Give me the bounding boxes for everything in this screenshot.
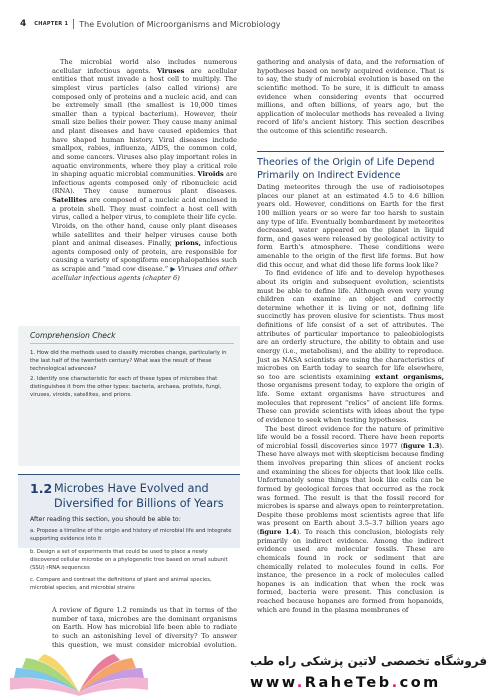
url-dot: . bbox=[296, 675, 305, 691]
paragraph-earth-age: Dating meteorites through the use of radioisotopes places our planet at an estimated 4.5 to 4.6 billion years old. However, conditions on Earth for the first 100 million years or so were far too harsh to sustain any type of life. Eventually bombardment by meteorites decreased, water appeared on the planet in liquid form, and gases were released by geological activity to form Earth's atmosphere. These conditions were amenable to the origin of the first life forms. But how did this occur, and what did these life forms look like? bbox=[257, 183, 444, 269]
comprehension-check-title: Comprehension Check bbox=[30, 331, 116, 340]
right-column-body bbox=[257, 183, 444, 614]
section-rule bbox=[18, 474, 240, 475]
text-run: are composed of a nucleic acid enclosed in a protein shell. They must coinfect a host cell with virus, called a helper virus, to complete their life cycle. Viroids, on the other hand, cause only plant diseases while satellites and their helper viruses cause both plant and animal diseases. Finally, bbox=[52, 196, 237, 248]
url-part: www bbox=[250, 675, 297, 691]
learning-outcomes-intro: After reading this section, you should be able to: bbox=[30, 516, 181, 523]
text-run: ). These have always met with skepticism because finding them involves preparing thin slices of ancient rocks and examining the slices for objects that look like cells. Unfortunately some things that look like cells can be formed by geological forces that occurred as the rock was formed. The result is that the fossil record for microbes is sparse and always open to reinterpretation. Despite these problems most scientists agree that life was present on Earth about 3.5–3.7 billion years ago ( bbox=[257, 441, 444, 536]
paragraph-scientific-method: gathering and analysis of data, and the reformation of hypotheses based on newly acquired evidence. That is to say, the study of microbial evolution is based on the scientific method. To be sure, it is difficult to amass evidence when considering events that occurred millions, and often billions, of years ago, but the application of molecular methods has revealed a living record of life's ancient history. This section describes the outcome of this scientific research. bbox=[257, 58, 444, 135]
paragraph-microbial-diversity: A review of figure 1.2 reminds us that in terms of the number of taxa, microbes are the dominant organisms on Earth. How has microbial life been able to radiate to such an astonishing level of diversity? To answer this question, we must consider microbial evolution. bbox=[52, 606, 237, 649]
paragraph-acellular bbox=[52, 58, 237, 282]
learning-outcome-a: a. Propose a timeline of the origin and history of microbial life and integrate supporting evidence into it bbox=[30, 528, 232, 542]
subsection-rule bbox=[257, 151, 444, 152]
text-run: are acellular entities that must invade a host cell to multiply. The simplest virus particles (also called virions) are composed only of proteins and a nucleic acid, and can be extremely small (the smallest is 10,000 times smaller than a typical bacterium). However, their small size belies their power. They cause many animal and plant diseases and have caused epidemics that have shaped human history. Viral diseases include smallpox, rabies, influenza, AIDS, the common cold, and some cancers. Viruses also play important roles in aquatic environments, where they play a critical role in shaping aquatic microbial communities. bbox=[52, 66, 237, 179]
figure-reference[interactable]: figure 1.3 bbox=[403, 441, 440, 450]
term-extant-organisms: extant organisms, bbox=[375, 372, 444, 381]
url-dot: . bbox=[391, 675, 400, 691]
text-run: The microbial world also includes numerous acellular infectious agents. bbox=[52, 58, 237, 75]
comprehension-question-2: 2. Identify one characteristic for each of these types of microbes that distinguishes it from the other types: bacteria, archaea, protists, fungi, viruses, viroids, satellites, and prions. bbox=[30, 376, 222, 398]
header-divider bbox=[73, 19, 74, 29]
text-run: To find evidence of life and to develop hypotheses about its origin and subsequent evolution, scientists must be able to define life. Although even very young children can examine an object and correctly determine whether it is living or not, defining life succinctly has proven elusive for scientists. Thus most definitions of life consist of a set of attributes. The attributes of particular importance to paleobiologists are an orderly structure, the ability to obtain and use energy (i.e., metabolism), and the ability to reproduce. Just as NASA scientists are using the characteristics of microbes on Earth today to search for life elsewhere, so too are scientists examining bbox=[257, 269, 444, 381]
xref-arrow-icon: ▶ bbox=[170, 265, 176, 273]
text-run: The best direct evidence for the nature of primitive life would be a fossil record. There have been reports of microbial fossil discoveries since 1977 ( bbox=[257, 424, 444, 450]
cross-reference[interactable]: Viruses and other acellular infectious agents (chapter 6) bbox=[52, 265, 237, 282]
comprehension-divider bbox=[30, 343, 234, 344]
chapter-title: The Evolution of Microorganisms and Microbiology bbox=[79, 19, 281, 29]
comprehension-question-1: 1. How did the methods used to classify microbes change, particularly in the last half of the twentieth century? What was the result of these technological advances? bbox=[30, 350, 227, 372]
paragraph-fossil-record bbox=[257, 425, 444, 615]
text-run: those organisms present today, to explore the origin of life. Some extant organisms have structures and molecules that represent “relics” of ancient life forms. These can provide scientists with ideas about the type of evidence to seek when testing hypotheses. bbox=[257, 381, 444, 424]
book-logo-icon bbox=[4, 652, 154, 698]
page-number: 4 bbox=[20, 19, 27, 29]
figure-reference[interactable]: figure 1.4 bbox=[259, 528, 297, 536]
chapter-label: CHAPTER 1 bbox=[34, 21, 69, 27]
learning-outcome-c: c. Compare and contrast the definitions of plant and animal species, microbial species, and microbial strains bbox=[30, 577, 212, 591]
term-viruses: Viruses bbox=[157, 66, 185, 75]
url-part: RaheTeb bbox=[304, 675, 392, 691]
section-title: Microbes Have Evolved and Diversified for Billions of Years bbox=[54, 482, 224, 510]
section-number: 1.2 bbox=[30, 481, 53, 496]
term-viroids: Viroids bbox=[197, 170, 224, 179]
text-run: ). To reach this conclusion, biologists rely primarily on indirect evidence. Among the indirect evidence used are molecular fossils. These are chemicals found in rock or sediment that are chemically related to molecules found in cells. For instance, the presence in a rock of molecules called hopanes is an indication that when the rock was formed, bacteria were present. This conclusion is reached because hopanes are formed from hopanoids, which are found in the plasma membranes of bbox=[257, 528, 444, 614]
right-column-text bbox=[257, 58, 444, 136]
text-run: infectious agents composed only of protein, are responsible for causing a variety of spongiform encephalopathies such as scrapie and “mad cow disease.” bbox=[52, 239, 237, 273]
term-prions: prions, bbox=[175, 239, 201, 248]
term-satellites: Satellites bbox=[52, 196, 87, 204]
url-part: com bbox=[399, 675, 441, 691]
learning-outcome-b: b. Design a set of experiments that could be used to place a newly discovered cellular microbe on a phylogenetic tree based on small subunit (SSU) rRNA sequences bbox=[30, 549, 228, 571]
watermark-url[interactable] bbox=[250, 675, 441, 691]
left-column-text bbox=[52, 58, 237, 282]
running-header bbox=[20, 14, 480, 34]
paragraph-define-life bbox=[257, 269, 444, 424]
subsection-heading: Theories of the Origin of Life Depend Primarily on Indirect Evidence bbox=[257, 157, 435, 181]
text-run: are infectious agents composed only of ribonucleic acid (RNA). They cause numerous plant diseases. bbox=[52, 170, 237, 196]
watermark-store-name: فروشگاه تخصصی لاتین پزشکی راه طب bbox=[250, 654, 488, 668]
